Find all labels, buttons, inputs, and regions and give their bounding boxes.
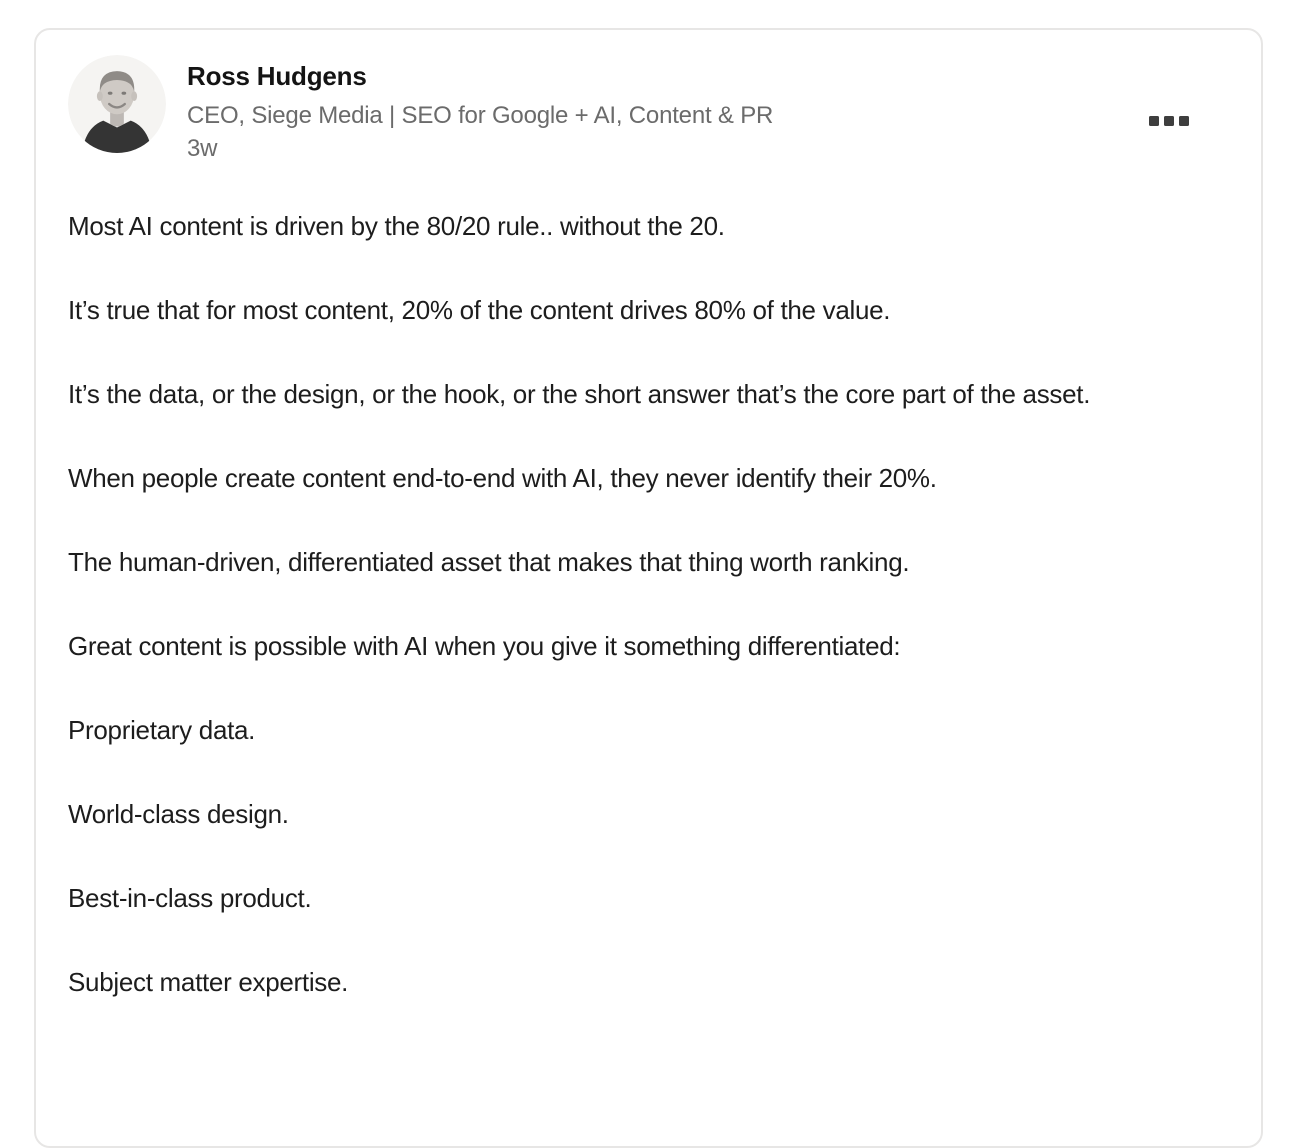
author-name[interactable]: Ross Hudgens — [187, 61, 367, 91]
ellipsis-icon — [1179, 116, 1189, 126]
post-header — [68, 55, 1231, 165]
post-paragraph: It’s the data, or the design, or the hook, or the short answer that’s the core part of the asset. — [68, 379, 1091, 409]
author-headline: CEO, Siege Media | SEO for Google + AI, Content & PR — [187, 102, 774, 129]
avatar-portrait-image — [68, 55, 166, 153]
avatar[interactable] — [68, 55, 166, 153]
post-paragraph: It’s true that for most content, 20% of the content drives 80% of the value. — [68, 295, 891, 325]
post-paragraph: Subject matter expertise. — [68, 967, 349, 997]
post-paragraph: World-class design. — [68, 799, 289, 829]
ellipsis-icon — [1149, 116, 1159, 126]
post-card — [34, 28, 1263, 1148]
post-paragraph: When people create content end-to-end with AI, they never identify their 20%. — [68, 463, 937, 493]
post-paragraph: The human-driven, differentiated asset that makes that thing worth ranking. — [68, 547, 910, 577]
post-paragraph: Best-in-class product. — [68, 883, 312, 913]
post-paragraph: Most AI content is driven by the 80/20 rule.. without the 20. — [68, 211, 725, 241]
post-body-text — [68, 205, 1231, 1003]
ellipsis-icon — [1164, 116, 1174, 126]
post-paragraph: Great content is possible with AI when you give it something differentiated: — [68, 631, 901, 661]
overflow-menu-button[interactable] — [1145, 112, 1193, 130]
post-timestamp: 3w — [187, 135, 218, 162]
author-block — [187, 55, 773, 165]
post-paragraph: Proprietary data. — [68, 715, 256, 745]
